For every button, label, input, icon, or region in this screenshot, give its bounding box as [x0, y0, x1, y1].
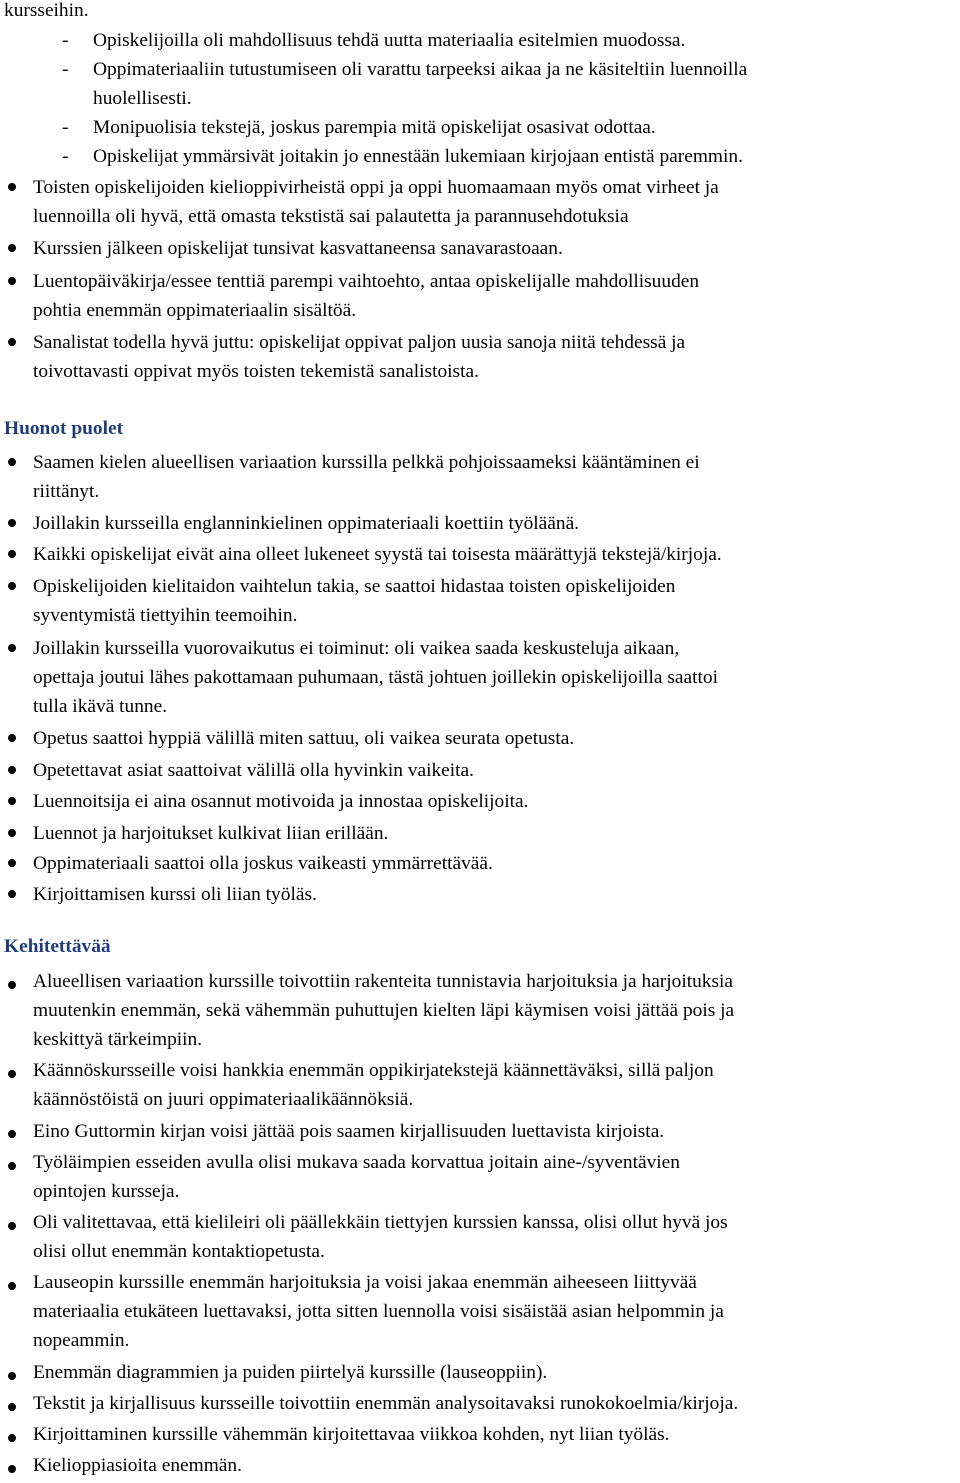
bullet-icon [8, 797, 16, 805]
list-item-text: Saamen kielen alueellisen variaation kurssilla pelkkä pohjoissaameksi kääntäminen ei [33, 452, 700, 473]
list-item-text: Kaikki opiskelijat eivät aina olleet lukeneet syystä tai toisesta määrättyjä tekstejä/kirjoja. [33, 544, 722, 565]
dash-marker: - [62, 59, 69, 80]
list-item-text: toivottavasti oppivat myös toisten tekemistä sanalistoista. [33, 361, 479, 382]
bullet-icon [8, 519, 16, 527]
list-item-text: Työläimpien esseiden avulla olisi mukava saada korvattua joitain aine-/syventävien [33, 1152, 680, 1173]
bullet-icon [8, 550, 16, 558]
list-item-text: Luentopäiväkirja/essee tenttiä parempi vaihtoehto, antaa opiskelijalle mahdollisuuden [33, 271, 700, 292]
list-item-text: Opiskelijoiden kielitaidon vaihtelun takia, se saattoi hidastaa toisten opiskelijoiden [33, 576, 676, 597]
bullet-icon [8, 734, 16, 742]
list-item-text: olisi ollut enemmän kontaktiopetusta. [33, 1241, 325, 1262]
dash-item-text: Opiskelijat ymmärsivät joitakin jo ennestään lukemiaan kirjojaan entistä paremmin. [93, 146, 743, 167]
bullet-icon [8, 1403, 16, 1411]
bullet-icon [8, 1222, 16, 1230]
list-item-text: Alueellisen variaation kurssille toivottiin rakenteita tunnistavia harjoituksia ja harjoituksia [33, 971, 734, 992]
list-item-text: tulla ikävä tunne. [33, 696, 168, 717]
list-item-text: Joillakin kursseilla vuorovaikutus ei toiminut: oli vaikea saada keskusteluja aikaan, [33, 638, 680, 659]
bullet-icon [8, 829, 16, 837]
list-item-text: opettaja joutui lähes pakottamaan puhumaan, tästä johtuen joillekin opiskelijoilla saattoi [33, 667, 718, 688]
list-item-text: Sanalistat todella hyvä juttu: opiskelijat oppivat paljon uusia sanoja niitä tehdessä ja [33, 332, 686, 353]
list-item-text: materiaalia etukäteen luettavaksi, jotta sitten luennolla voisi sisäistää asian helpommin ja [33, 1301, 724, 1322]
bullet-icon [8, 338, 16, 346]
list-item-text: keskittyä tärkeimpiin. [33, 1029, 203, 1050]
list-item-text: Enemmän diagrammien ja puiden piirtelyä kurssille (lauseoppiin). [33, 1362, 548, 1383]
bullet-icon [8, 1282, 16, 1290]
dash-marker: - [62, 146, 69, 167]
dash-marker: - [62, 117, 69, 138]
list-item-text: pohtia enemmän oppimateriaalin sisältöä. [33, 300, 357, 321]
list-item-text: Kurssien jälkeen opiskelijat tunsivat kasvattaneensa sanavarastoaan. [33, 238, 563, 259]
bullet-icon [8, 981, 16, 989]
list-item-text: Kirjoittaminen kurssille vähemmän kirjoitettavaa viikkoa kohden, nyt liian työläs. [33, 1424, 670, 1445]
bullet-icon [8, 1434, 16, 1442]
bullet-icon [8, 582, 16, 590]
dash-item-text-continued: huolellisesti. [93, 88, 192, 109]
section-heading-huonot-puolet: Huonot puolet [4, 418, 124, 439]
list-item-text: Luennoitsija ei aina osannut motivoida ja innostaa opiskelijoita. [33, 791, 529, 812]
list-item-text: nopeammin. [33, 1330, 130, 1351]
list-item-text: Joillakin kursseilla englanninkielinen oppimateriaali koettiin työläänä. [33, 513, 580, 534]
dash-marker: - [62, 30, 69, 51]
bullet-icon [8, 244, 16, 252]
bullet-icon [8, 859, 16, 867]
bullet-icon [8, 1372, 16, 1380]
list-item-text: Kielioppiasioita enemmän. [33, 1455, 242, 1476]
list-item-text: Toisten opiskelijoiden kielioppivirheistä oppi ja oppi huomaamaan myös omat virheet ja [33, 177, 719, 198]
bullet-icon [8, 644, 16, 652]
bullet-icon [8, 277, 16, 285]
list-item-text: syventymistä tiettyihin teemoihin. [33, 605, 298, 626]
list-item-text: opintojen kursseja. [33, 1181, 180, 1202]
dash-item-text: Monipuolisia tekstejä, joskus parempia mitä opiskelijat osasivat odottaa. [93, 117, 656, 138]
list-item-text: muutenkin enemmän, sekä vähemmän puhuttujen kielten läpi käymisen voisi jättää pois ja [33, 1000, 735, 1021]
list-item-text: Oli valitettavaa, että kielileiri oli päällekkäin tiettyjen kurssien kanssa, olisi ollut hyvä jos [33, 1212, 728, 1233]
bullet-icon [8, 1130, 16, 1138]
bullet-icon [8, 1070, 16, 1078]
dash-item-text: Oppimateriaaliin tutustumiseen oli varattu tarpeeksi aikaa ja ne käsiteltiin luennoilla [93, 59, 748, 80]
bullet-icon [8, 890, 16, 898]
list-item-text: Kirjoittamisen kurssi oli liian työläs. [33, 884, 317, 905]
list-item-text: Tekstit ja kirjallisuus kursseille toivottiin enemmän analysoitavaksi runokokoelmia/kirjoja. [33, 1393, 739, 1414]
section-heading-kehitettavaa: Kehitettävää [4, 936, 111, 957]
list-item-text: luennoilla oli hyvä, että omasta tekstistä sai palautetta ja parannusehdotuksia [33, 206, 629, 227]
bullet-icon [8, 1162, 16, 1170]
bullet-icon [8, 1465, 16, 1473]
list-item-text: Luennot ja harjoitukset kulkivat liian erillään. [33, 823, 389, 844]
bullet-icon [8, 766, 16, 774]
list-item-text: Lauseopin kurssille enemmän harjoituksia ja voisi jakaa enemmän aiheeseen liittyvää [33, 1272, 697, 1293]
list-item-text: käännöstöistä on juuri oppimateriaalikäännöksiä. [33, 1089, 414, 1110]
bullet-icon [8, 458, 16, 466]
list-item-text: Käännöskursseille voisi hankkia enemmän oppikirjatekstejä käännettäväksi, sillä paljon [33, 1060, 714, 1081]
continued-text-line: kursseihin. [4, 0, 89, 21]
list-item-text: Opetus saattoi hyppiä välillä miten sattuu, oli vaikea seurata opetusta. [33, 728, 575, 749]
list-item-text: Oppimateriaali saattoi olla joskus vaikeasti ymmärrettävää. [33, 853, 493, 874]
list-item-text: riittänyt. [33, 481, 100, 502]
dash-item-text: Opiskelijoilla oli mahdollisuus tehdä uutta materiaalia esitelmien muodossa. [93, 30, 686, 51]
bullet-icon [8, 183, 16, 191]
list-item-text: Eino Guttormin kirjan voisi jättää pois saamen kirjallisuuden luettavista kirjoista. [33, 1121, 665, 1142]
list-item-text: Opetettavat asiat saattoivat välillä olla hyvinkin vaikeita. [33, 760, 474, 781]
